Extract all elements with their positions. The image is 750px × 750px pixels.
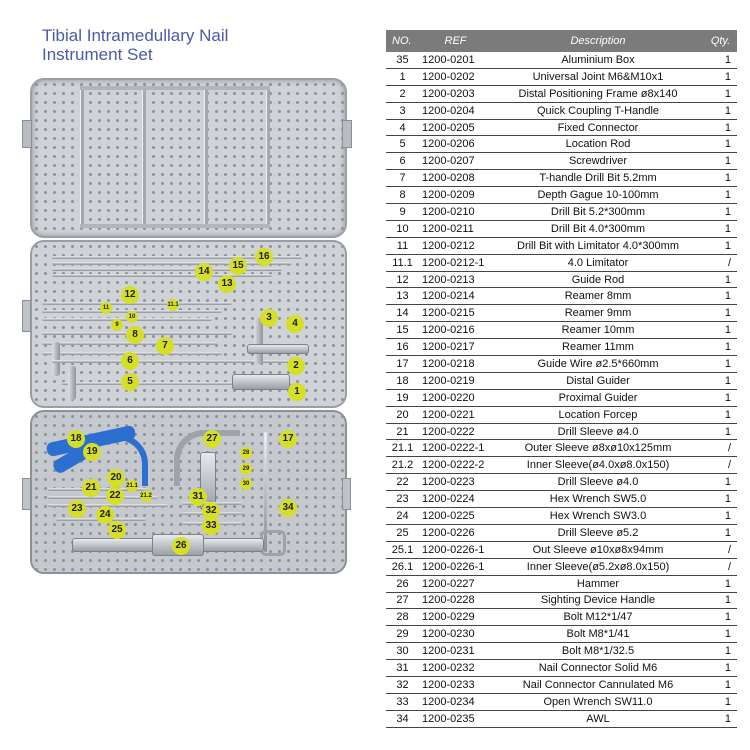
callout-badge: 21	[82, 479, 100, 497]
table-row	[386, 558, 737, 575]
callout-badge: 25	[108, 521, 126, 539]
lid-handle-right	[342, 120, 352, 148]
column-header-description: Description	[492, 30, 704, 52]
table-row	[386, 187, 737, 204]
cell-ref: 1200-0235	[419, 710, 492, 727]
callout-badge: 1	[288, 383, 306, 401]
callout-badge: 4	[286, 315, 304, 333]
cell-no: 28	[386, 609, 419, 626]
callout-badge: 13	[218, 275, 236, 293]
cell-no: 4	[386, 119, 419, 136]
cell-qty: 1	[704, 423, 737, 440]
cell-no: 12	[386, 271, 419, 288]
cell-no: 21.1	[386, 440, 419, 457]
cell-ref: 1200-0203	[419, 85, 492, 102]
cell-description: Nail Connector Solid M6	[492, 660, 704, 677]
cell-description: Bolt M12*1/47	[492, 609, 704, 626]
cell-description: 4.0 Limitator	[492, 254, 704, 271]
column-header-qty: Qty.	[704, 30, 737, 52]
cell-no: 24	[386, 508, 419, 525]
cell-description: Drill Bit 5.2*300mm	[492, 204, 704, 221]
cell-description: Open Wrench SW11.0	[492, 693, 704, 710]
table-row	[386, 541, 737, 558]
cell-description: Drill Sleeve ø5.2	[492, 524, 704, 541]
table-row	[386, 575, 737, 592]
table-row	[386, 305, 737, 322]
cell-description: Outer Sleeve ø8xø10x125mm	[492, 440, 704, 457]
cell-no: 31	[386, 660, 419, 677]
cell-description: Guide Wire ø2.5*660mm	[492, 356, 704, 373]
cell-description: Drill Bit 4.0*300mm	[492, 220, 704, 237]
cell-description: Location Rod	[492, 136, 704, 153]
table-row	[386, 68, 737, 85]
cell-ref: 1200-0227	[419, 575, 492, 592]
callout-badge: 22	[106, 487, 124, 505]
callout-badge: 20	[107, 469, 125, 487]
callout-badge: 3	[260, 309, 278, 327]
cell-description: Hammer	[492, 575, 704, 592]
cell-ref: 1200-0207	[419, 153, 492, 170]
cell-qty: 1	[704, 220, 737, 237]
cell-no: 14	[386, 305, 419, 322]
callout-badge: 24	[96, 506, 114, 524]
callout-badge: 29	[240, 463, 252, 475]
cell-qty: /	[704, 457, 737, 474]
cell-description: Sighting Device Handle	[492, 592, 704, 609]
cell-description: Fixed Connector	[492, 119, 704, 136]
cell-no: 11	[386, 237, 419, 254]
cell-qty: 1	[704, 52, 737, 68]
cell-qty: 1	[704, 575, 737, 592]
cell-qty: 1	[704, 592, 737, 609]
table-row	[386, 710, 737, 727]
cell-description: Inner Sleeve(ø4.0xø8.0x150)	[492, 457, 704, 474]
cell-description: Bolt M8*1/32.5	[492, 643, 704, 660]
table-row	[386, 136, 737, 153]
cell-ref: 1200-0210	[419, 204, 492, 221]
cell-ref: 1200-0215	[419, 305, 492, 322]
table-row	[386, 220, 737, 237]
cell-ref: 1200-0204	[419, 102, 492, 119]
cell-qty: 1	[704, 102, 737, 119]
cell-ref: 1200-0224	[419, 491, 492, 508]
cell-ref: 1200-0202	[419, 68, 492, 85]
cell-no: 21	[386, 423, 419, 440]
cell-qty: 1	[704, 288, 737, 305]
cell-qty: 1	[704, 643, 737, 660]
cell-ref: 1200-0221	[419, 406, 492, 423]
cell-ref: 1200-0212-1	[419, 254, 492, 271]
cell-qty: 1	[704, 204, 737, 221]
callout-badge: 9	[111, 319, 123, 331]
cell-description: Depth Gague 10-100mm	[492, 187, 704, 204]
cell-description: Screwdriver	[492, 153, 704, 170]
callout-badge: 17	[279, 430, 297, 448]
table-row	[386, 524, 737, 541]
cell-qty: 1	[704, 626, 737, 643]
cell-description: Distal Guider	[492, 372, 704, 389]
cell-description: Bolt M8*1/41	[492, 626, 704, 643]
cell-ref: 1200-0206	[419, 136, 492, 153]
cell-ref: 1200-0233	[419, 676, 492, 693]
table-row	[386, 643, 737, 660]
cell-ref: 1200-0216	[419, 322, 492, 339]
cell-description: Drill Sleeve ø4.0	[492, 423, 704, 440]
cell-no: 33	[386, 693, 419, 710]
cell-no: 29	[386, 626, 419, 643]
callout-badge: 5	[121, 373, 139, 391]
table-row	[386, 237, 737, 254]
table-row	[386, 322, 737, 339]
cell-qty: /	[704, 440, 737, 457]
cell-no: 21.2	[386, 457, 419, 474]
table-row	[386, 660, 737, 677]
cell-no: 10	[386, 220, 419, 237]
cell-description: Quick Coupling T-Handle	[492, 102, 704, 119]
cell-no: 6	[386, 153, 419, 170]
cell-qty: 1	[704, 406, 737, 423]
cell-qty: 1	[704, 271, 737, 288]
table-row	[386, 153, 737, 170]
cell-no: 7	[386, 170, 419, 187]
cell-description: Location Forcep	[492, 406, 704, 423]
cell-ref: 1200-0211	[419, 220, 492, 237]
cell-qty: 1	[704, 153, 737, 170]
cell-description: Drill Bit with Limitator 4.0*300mm	[492, 237, 704, 254]
cell-no: 35	[386, 52, 419, 68]
cell-ref: 1200-0234	[419, 693, 492, 710]
cell-ref: 1200-0218	[419, 356, 492, 373]
cell-ref: 1200-0226	[419, 524, 492, 541]
column-header-no: NO.	[386, 30, 419, 52]
callout-badge: 26	[172, 537, 190, 555]
cell-description: Out Sleeve ø10xø8x94mm	[492, 541, 704, 558]
cell-no: 13	[386, 288, 419, 305]
cell-description: Inner Sleeve(ø5.2xø8.0x150)	[492, 558, 704, 575]
table-row	[386, 102, 737, 119]
column-header-ref: REF	[419, 30, 492, 52]
cell-description: Nail Connector Cannulated M6	[492, 676, 704, 693]
cell-qty: 1	[704, 119, 737, 136]
cell-no: 18	[386, 372, 419, 389]
lid-handle-left	[22, 120, 32, 148]
callout-badge: 15	[229, 257, 247, 275]
cell-ref: 1200-0212	[419, 237, 492, 254]
cell-ref: 1200-0229	[419, 609, 492, 626]
table-row	[386, 626, 737, 643]
cell-no: 25	[386, 524, 419, 541]
table-row	[386, 474, 737, 491]
cell-description: Hex Wrench SW5.0	[492, 491, 704, 508]
callout-badge: 34	[279, 499, 297, 517]
tray-handle-left	[22, 300, 31, 332]
cell-no: 11.1	[386, 254, 419, 271]
callout-badge: 14	[195, 263, 213, 281]
table-row	[386, 288, 737, 305]
cell-no: 25.1	[386, 541, 419, 558]
cell-no: 2	[386, 85, 419, 102]
cell-ref: 1200-0225	[419, 508, 492, 525]
cell-no: 26.1	[386, 558, 419, 575]
table-row	[386, 406, 737, 423]
cell-no: 15	[386, 322, 419, 339]
cell-no: 23	[386, 491, 419, 508]
table-row	[386, 592, 737, 609]
cell-description: Reamer 8mm	[492, 288, 704, 305]
cell-qty: 1	[704, 508, 737, 525]
cell-qty: 1	[704, 491, 737, 508]
cell-description: Distal Positioning Frame ø8x140	[492, 85, 704, 102]
callout-badge: 27	[203, 430, 221, 448]
cell-ref: 1200-0220	[419, 389, 492, 406]
table-row	[386, 491, 737, 508]
tray-lid	[30, 78, 347, 238]
callout-badge: 31	[189, 488, 207, 506]
cell-no: 3	[386, 102, 419, 119]
parts-table	[386, 30, 737, 728]
cell-description: Hex Wrench SW3.0	[492, 508, 704, 525]
cell-description: AWL	[492, 710, 704, 727]
cell-ref: 1200-0208	[419, 170, 492, 187]
cell-no: 20	[386, 406, 419, 423]
callout-badge: 11.1	[167, 299, 179, 311]
cell-description: Proximal Guider	[492, 389, 704, 406]
table-row	[386, 508, 737, 525]
cell-qty: 1	[704, 474, 737, 491]
cell-qty: /	[704, 254, 737, 271]
cell-qty: 1	[704, 660, 737, 677]
table-row	[386, 339, 737, 356]
title-line-1: Tibial Intramedullary Nail	[42, 26, 229, 45]
cell-ref: 1200-0231	[419, 643, 492, 660]
table-row	[386, 423, 737, 440]
table-row	[386, 271, 737, 288]
callout-badge: 7	[156, 337, 174, 355]
cell-qty: 1	[704, 356, 737, 373]
callout-badge: 33	[202, 517, 220, 535]
callout-badge: 11	[100, 302, 112, 314]
cell-qty: 1	[704, 170, 737, 187]
cell-description: Reamer 9mm	[492, 305, 704, 322]
cell-no: 27	[386, 592, 419, 609]
cell-ref: 1200-0201	[419, 52, 492, 68]
cell-qty: 1	[704, 693, 737, 710]
cell-description: Aluminium Box	[492, 52, 704, 68]
cell-ref: 1200-0217	[419, 339, 492, 356]
cell-description: Reamer 11mm	[492, 339, 704, 356]
cell-ref: 1200-0213	[419, 271, 492, 288]
cell-ref: 1200-0222-1	[419, 440, 492, 457]
cell-qty: 1	[704, 322, 737, 339]
table-row	[386, 204, 737, 221]
cell-description: Guide Rod	[492, 271, 704, 288]
tray-handle-left-2	[22, 478, 31, 510]
cell-no: 17	[386, 356, 419, 373]
table-row	[386, 609, 737, 626]
cell-no: 5	[386, 136, 419, 153]
cell-ref: 1200-0219	[419, 372, 492, 389]
cell-description: Reamer 10mm	[492, 322, 704, 339]
table-row	[386, 693, 737, 710]
callout-badge: 18	[67, 430, 85, 448]
callout-badge: 30	[240, 478, 252, 490]
cell-ref: 1200-0230	[419, 626, 492, 643]
table-row	[386, 440, 737, 457]
table-row	[386, 85, 737, 102]
cell-qty: 1	[704, 710, 737, 727]
callout-badge: 16	[255, 248, 273, 266]
cell-ref: 1200-0205	[419, 119, 492, 136]
cell-no: 8	[386, 187, 419, 204]
callout-badge: 28	[240, 447, 252, 459]
cell-qty: 1	[704, 68, 737, 85]
table-row	[386, 389, 737, 406]
cell-ref: 1200-0226-1	[419, 541, 492, 558]
cell-no: 19	[386, 389, 419, 406]
callout-badge: 2	[287, 357, 305, 375]
cell-qty: 1	[704, 339, 737, 356]
cell-ref: 1200-0223	[419, 474, 492, 491]
cell-description: T-handle Drill Bit 5.2mm	[492, 170, 704, 187]
cell-no: 1	[386, 68, 419, 85]
cell-qty: /	[704, 558, 737, 575]
tray-handle-right-2	[342, 478, 351, 510]
cell-qty: 1	[704, 609, 737, 626]
callout-badge: 8	[126, 326, 144, 344]
cell-description: Universal Joint M6&M10x1	[492, 68, 704, 85]
table-row	[386, 119, 737, 136]
callout-badge: 23	[68, 500, 86, 518]
cell-ref: 1200-0232	[419, 660, 492, 677]
cell-qty: 1	[704, 372, 737, 389]
cell-ref: 1200-0222-2	[419, 457, 492, 474]
cell-no: 26	[386, 575, 419, 592]
page-title	[42, 26, 332, 64]
cell-description: Drill Sleeve ø4.0	[492, 474, 704, 491]
cell-qty: 1	[704, 187, 737, 204]
table-row	[386, 170, 737, 187]
table-row	[386, 457, 737, 474]
cell-no: 9	[386, 204, 419, 221]
callout-badge: 6	[121, 352, 139, 370]
cell-no: 22	[386, 474, 419, 491]
cell-qty: 1	[704, 524, 737, 541]
cell-no: 32	[386, 676, 419, 693]
cell-ref: 1200-0209	[419, 187, 492, 204]
table-header-row	[386, 30, 737, 52]
callout-badge: 21.2	[140, 490, 152, 502]
table-row	[386, 676, 737, 693]
callout-badge: 12	[121, 286, 139, 304]
table-row	[386, 52, 737, 68]
callout-badge: 32	[202, 502, 220, 520]
cell-qty: /	[704, 541, 737, 558]
cell-no: 16	[386, 339, 419, 356]
cell-ref: 1200-0222	[419, 423, 492, 440]
cell-ref: 1200-0214	[419, 288, 492, 305]
cell-qty: 1	[704, 136, 737, 153]
table-row	[386, 356, 737, 373]
callout-badge: 21.1	[126, 480, 138, 492]
cell-ref: 1200-0228	[419, 592, 492, 609]
cell-ref: 1200-0226-1	[419, 558, 492, 575]
cell-no: 34	[386, 710, 419, 727]
cell-qty: 1	[704, 85, 737, 102]
cell-no: 30	[386, 643, 419, 660]
callout-badge: 19	[83, 443, 101, 461]
title-line-2: Instrument Set	[42, 45, 153, 64]
callout-badge: 10	[126, 311, 138, 323]
cell-qty: 1	[704, 237, 737, 254]
cell-qty: 1	[704, 305, 737, 322]
table-row	[386, 372, 737, 389]
table-row	[386, 254, 737, 271]
cell-qty: 1	[704, 389, 737, 406]
cell-qty: 1	[704, 676, 737, 693]
